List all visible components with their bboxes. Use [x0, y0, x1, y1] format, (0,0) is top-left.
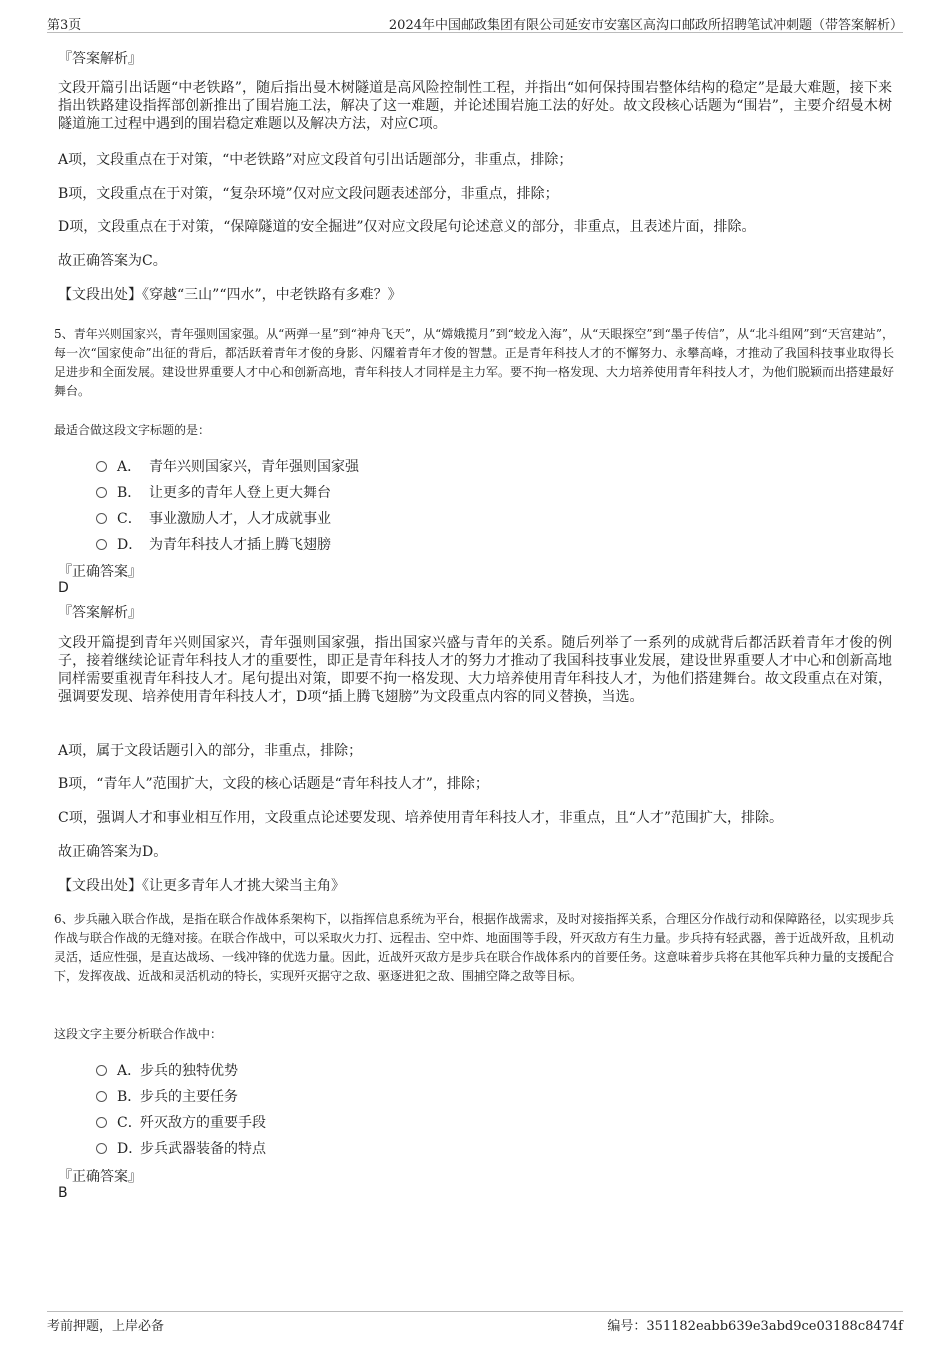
q5-source: 【文段出处】《让更多青年人才挑大梁当主角》: [58, 878, 345, 894]
q6-option-d-letter: D．: [117, 1141, 143, 1157]
document-id: 编号：351182eabb639e3abd9ce03188c8474f: [607, 1319, 903, 1334]
q6-option-c-letter: C．: [117, 1115, 142, 1131]
q6-option-a[interactable]: [96, 1060, 238, 1080]
q6-question: 这段文字主要分析联合作战中：: [54, 1027, 223, 1041]
q4-option-d-analysis: D项，文段重点在于对策，“保障隧道的安全掘进”仅对应文段尾句论述意义的部分，非重点，且表述片面，排除。: [58, 219, 756, 235]
radio-button-icon[interactable]: [96, 539, 107, 550]
footer-slogan: 考前押题，上岸必备: [47, 1319, 165, 1334]
radio-button-icon[interactable]: [96, 1091, 107, 1102]
q5-answer-label: 『正确答案』: [58, 564, 142, 580]
q6-option-b-letter: B．: [117, 1089, 142, 1105]
q4-analysis: 文段开篇引出话题“中老铁路”，随后指出曼木树隧道是高风险控制性工程，并指出“如何保持围岩整体结构的稳定”是最大难题，接下来指出铁路建设指挥部创新推出了围岩施工法，解决了这一难题，并论述围岩施工法的好处。故文段核心话题为“围岩”，主要介绍曼木树隧道施工过程中遇到的围岩稳定难题以及解决方法，对应C项。: [58, 80, 892, 132]
q4-analysis-label: 『答案解析』: [58, 51, 142, 67]
q6-option-b-text: 步兵的主要任务: [140, 1089, 238, 1105]
document-title: 2024年中国邮政集团有限公司延安市安塞区高沟口邮政所招聘笔试冲刺题（带答案解析）: [388, 18, 903, 33]
q6-answer-label: 『正确答案』: [58, 1169, 142, 1185]
q6-option-c[interactable]: [96, 1112, 266, 1132]
q5-analysis: 文段开篇提到青年兴则国家兴，青年强则国家强，指出国家兴盛与青年的关系。随后列举了一系列的成就背后都活跃着青年才俊的例子，接着继续论证青年科技人才的重要性，即正是青年科技人才的努力才推动了我国科技事业发展，建设世界重要人才中心和创新高地同样需要重视青年科技人才。尾句提出对策，即要不拘一格发现、大力培养使用青年科技人才，为他们搭建舞台。故文段重点在对策，强调要发现、培养使用青年科技人才，D项“插上腾飞翅膀”为文段重点内容的同义替换，当选。: [58, 635, 892, 705]
q5-option-b[interactable]: [96, 482, 331, 502]
q5-answer: D: [58, 580, 69, 596]
q6-option-d[interactable]: [96, 1138, 266, 1158]
q5-option-c-text: 事业激励人才，人才成就事业: [149, 511, 331, 527]
q6-option-b[interactable]: [96, 1086, 238, 1106]
q5-stem: 5、青年兴则国家兴，青年强则国家强。从“两弹一星”到“神舟飞天”，从“嫦娥揽月”到“蛟龙入海”，从“天眼探空”到“墨子传信”，从“北斗组网”到“天宫建站”，每一次“国家使命”出征的背后，都活跃着青年才俊的身影、闪耀着青年才俊的智慧。正是青年科技人才的不懈努力、永攀高峰，才推动了我国科技事业取得长足进步和全面发展。建设世界重要人才中心和创新高地，青年科技人才同样是主力军。要不拘一格发现、大力培养使用青年科技人才，为他们脱颖而出搭建最好舞台。: [54, 327, 895, 398]
radio-button-icon[interactable]: [96, 1143, 107, 1154]
page-footer: [47, 1311, 903, 1334]
q6-option-c-text: 歼灭敌方的重要手段: [140, 1115, 266, 1131]
q5-option-b-text: 让更多的青年人登上更大舞台: [149, 485, 331, 501]
q5-option-a-analysis: A项，属于文段话题引入的部分，非重点，排除；: [58, 743, 363, 759]
q5-option-d[interactable]: [96, 534, 331, 554]
q6-option-a-text: 步兵的独特优势: [140, 1063, 238, 1079]
q6-stem: 6、步兵融入联合作战，是指在联合作战体系架构下，以指挥信息系统为平台，根据作战需求，及时对接指挥关系，合理区分作战行动和保障路径，以实现步兵作战与联合作战的无缝对接。在联合作战中，可以采取火力打、远程击、空中炸、地面围等手段，歼灭敌方有生力量。步兵持有轻武器，善于近战歼敌，且机动灵活，适应性强，是直达战场、一线冲锋的优选力量。因此，近战歼灭敌方是步兵在联合作战体系内的首要任务。这意味着步兵将在其他军兵种力量的支援配合下，发挥夜战、近战和灵活机动的特长，实现歼灭据守之敌、驱逐进犯之敌、围捕空降之敌等目标。: [54, 912, 895, 983]
q5-option-a-letter: A．: [117, 459, 142, 475]
q6-answer: B: [58, 1185, 68, 1201]
radio-button-icon[interactable]: [96, 1065, 107, 1076]
q5-option-a-text: 青年兴则国家兴，青年强则国家强: [149, 459, 359, 475]
q6-option-d-text: 步兵武器装备的特点: [140, 1141, 266, 1157]
radio-button-icon[interactable]: [96, 513, 107, 524]
q4-source: 【文段出处】《穿越“三山”“四水”，中老铁路有多难？》: [58, 287, 402, 303]
q5-question: 最适合做这段文字标题的是：: [54, 423, 211, 437]
q5-analysis-label: 『答案解析』: [58, 605, 142, 621]
q5-option-c-analysis: C项，强调人才和事业相互作用，文段重点论述要发现、培养使用青年科技人才，非重点，且“人才”范围扩大，排除。: [58, 810, 784, 826]
page-header: [47, 10, 903, 33]
q5-conclusion: 故正确答案为D。: [58, 844, 168, 860]
q5-option-a[interactable]: [96, 456, 359, 476]
radio-button-icon[interactable]: [96, 461, 107, 472]
q5-option-b-analysis: B项，“青年人”范围扩大，文段的核心话题是“青年科技人才”，排除；: [58, 776, 489, 792]
q4-option-a-analysis: A项，文段重点在于对策，“中老铁路”对应文段首句引出话题部分，非重点，排除；: [58, 152, 573, 168]
q4-option-b-analysis: B项，文段重点在于对策，“复杂环境”仅对应文段问题表述部分，非重点，排除；: [58, 186, 559, 202]
q5-option-c[interactable]: [96, 508, 331, 528]
q5-option-c-letter: C．: [117, 511, 142, 527]
q4-conclusion: 故正确答案为C。: [58, 253, 167, 269]
page-number: 第3页: [47, 18, 82, 33]
q5-option-d-text: 为青年科技人才插上腾飞翅膀: [149, 537, 331, 553]
q6-option-a-letter: A．: [117, 1063, 142, 1079]
radio-button-icon[interactable]: [96, 1117, 107, 1128]
q5-option-d-letter: D．: [117, 537, 143, 553]
radio-button-icon[interactable]: [96, 487, 107, 498]
q5-option-b-letter: B．: [117, 485, 142, 501]
